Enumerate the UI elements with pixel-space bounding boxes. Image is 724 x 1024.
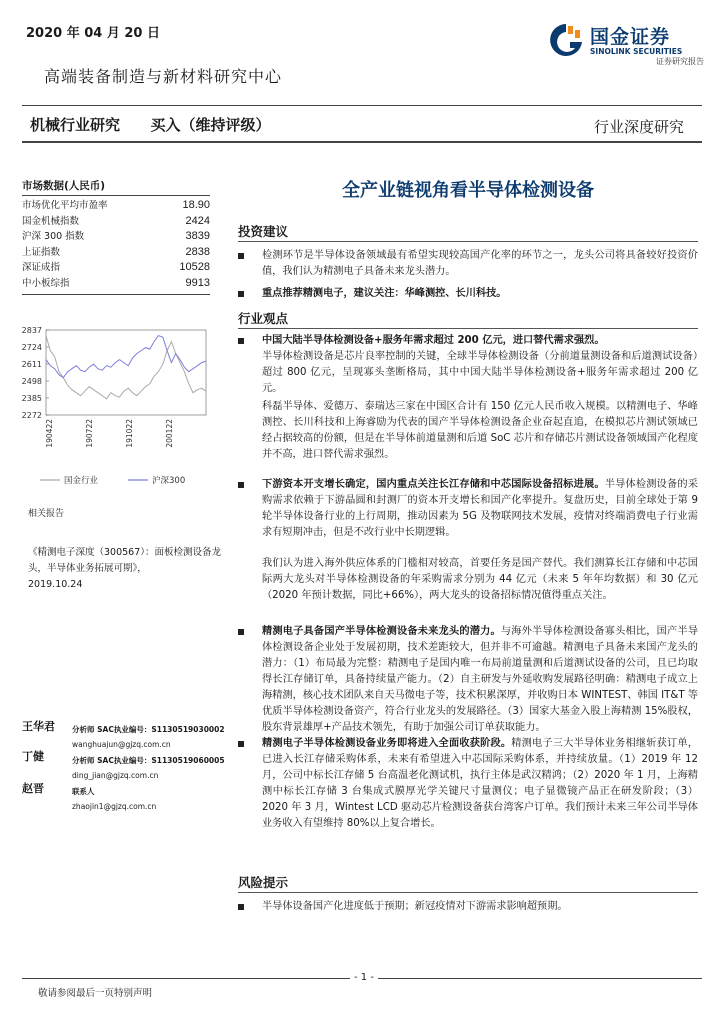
bullet-icon: [238, 482, 244, 488]
section-heading: 风险提示: [238, 875, 289, 890]
series-line-1: [46, 336, 206, 378]
paragraph: 精测电子半导体检测设备业务即将进入全面收获阶段。精测电子三大半导体业务相继斩获订单，已进入长江存储采购体系，未来有希望进入中芯国际采购体系，并持续放量。（1）2019 年 12 月，公司中标长江存储 5 台高温老化测试机，执行主体是武汉精鸿；（2）2020 年 1 月，上海精测中标长江存储 3 台集成式膜厚光学关键尺寸量测仪；电子显微镜产品正在研发阶段；（3）2020 年 3 月，Wintest LCD 驱动芯片检测设备获台湾客户订单。我们预计未来三年公司半导体业务收入有望维持 80%以上复合增长。: [242, 736, 698, 832]
industry-label: 机械行业研究: [30, 116, 121, 134]
market-data-title: 市场数据(人民币): [22, 178, 210, 196]
series-line-0: [46, 336, 206, 399]
disclaimer-note: 敬请参阅最后一页特别声明: [38, 988, 153, 999]
x-tick-label: 190722: [85, 419, 94, 448]
market-row: 市场优化平均市盈率 18.90: [22, 199, 210, 211]
section-rule: [238, 892, 698, 893]
research-center-name: 高端装备制造与新材料研究中心: [44, 67, 283, 86]
bullet-icon: [238, 741, 244, 747]
y-tick-label: 2498: [21, 377, 42, 386]
paragraph: 重点推荐精测电子，建议关注：华峰测控、长川科技。: [242, 286, 698, 302]
paragraph: 半导体设备国产化进度低于预期；新冠疫情对下游需求影响超预期。: [242, 899, 698, 915]
y-tick-label: 2837: [21, 326, 42, 335]
bullet-icon: [238, 629, 244, 635]
analyst-cert: 联系人: [72, 787, 95, 796]
market-row: 国金机械指数 2424: [22, 214, 210, 227]
paragraph: 检测环节是半导体设备领域最有希望实现较高国产化率的环节之一，龙头公司将具备较好投资价值，我们认为精测电子具备未来龙头潜力。: [242, 248, 698, 280]
report-category: 证券研究报告: [656, 57, 704, 66]
market-data-table: [22, 178, 210, 295]
related-report-item: 《精测电子深度（300567）：面板检测设备龙头，半导体业务拓展可期》， 2019.10.24: [28, 547, 222, 590]
y-tick-label: 2272: [21, 411, 42, 420]
section-rule: [238, 328, 698, 329]
market-row: 中小板综指 9913: [22, 276, 210, 289]
analyst-cert: 分析师 SAC执业编号：S1130519030002: [72, 725, 225, 734]
header-divider: [22, 105, 702, 106]
section-rule: [238, 241, 698, 242]
paragraph: 我们认为进入海外供应体系的门槛相对较高，首要任务是国产替代。我们测算长江存储和中芯国际两大龙头对半导体检测设备的年采购需求分别为 44 亿元（未来 5 年年均数据）和 30 亿元（2020 年预计数据，同比+66%），两大龙头的设备招标情况值得重点关注。: [262, 558, 698, 601]
x-tick-label: 200122: [165, 419, 174, 448]
page-number: - 1 -: [350, 972, 378, 983]
analyst-email: ding_jian@gjzq.com.cn: [72, 771, 159, 780]
analyst-cert: 分析师 SAC执业编号：S1130519060005: [72, 756, 225, 765]
header-divider-bottom: [22, 141, 702, 143]
logo-cn-text: 国金证券: [590, 26, 671, 48]
x-tick-label: 191022: [125, 419, 134, 448]
report-type: 行业深度研究: [593, 118, 684, 136]
paragraph: 精测电子具备国产半导体检测设备未来龙头的潜力。与海外半导体检测设备寡头相比，国产半导体检测设备企业处于发展初期，技术差距较大，但并非不可逾越。精测电子具备未来国产龙头的潜力：（1）布局最为完整：精测电子是国内唯一布局前道量测和后道测试设备的公司，且已均取得长江存储订单，具备持续量产能力。（2）自主研发与外延收购发展路径明确：精测电子成立上海精测，核心技术团队来自天马微电子等，技术积累深厚，并收购日本 WINTEST、韩国 IT&T 等优质半导体检测设备资产，符合行业龙头的发展路径。（3）国家大基金入股上海精测 15%股权，股东背景雄厚+产品技术领先，有助于加强公司订单获取能力。: [242, 624, 698, 736]
legend-label: 国金行业: [64, 476, 99, 486]
bullet-icon: [238, 904, 244, 910]
report-date: 2020 年 04 月 20 日: [26, 26, 160, 41]
analyst-name: 王华君: [22, 720, 55, 733]
analyst-email: zhaojin1@gjzq.com.cn: [72, 802, 157, 811]
paragraph: 中国大陆半导体检测设备+服务年需求超过 200 亿元，进口替代需求强烈。 半导体检测设备是芯片良率控制的关键，全球半导体检测设备（分前道量测设备和后道测试设备）超过 800 亿元，呈现寡头垄断格局，其中中国大陆半导体检测设备+服务年需求超过 200 亿元。: [242, 333, 698, 397]
analyst-name: 赵晋: [22, 782, 44, 795]
logo-en-text: SINOLINK SECURITIES: [590, 47, 683, 56]
rating-label: 买入（维持评级）: [150, 116, 271, 134]
market-row: 深证成指 10528: [22, 261, 210, 273]
y-tick-label: 2385: [21, 394, 42, 403]
bullet-icon: [238, 338, 244, 344]
legend-label: 沪深300: [152, 476, 186, 486]
y-tick-label: 2724: [21, 343, 42, 352]
analyst-name: 丁健: [22, 750, 44, 763]
report-title: 全产业链视角看半导体检测设备: [342, 180, 594, 201]
market-table-bottom-rule: [22, 294, 210, 295]
index-chart: [18, 322, 213, 502]
section-heading: 行业观点: [238, 311, 289, 326]
plot-area: [46, 330, 206, 415]
y-tick-label: 2611: [21, 360, 42, 369]
logo-mark-icon: [548, 22, 584, 62]
bullet-icon: [238, 291, 244, 297]
bullet-icon: [238, 253, 244, 259]
market-row: 沪深 300 指数 3839: [22, 230, 210, 242]
section-heading: 投资建议: [238, 224, 289, 239]
analyst-email: wanghuajun@gjzq.com.cn: [72, 740, 171, 749]
paragraph: 下游资本开支增长确定，国内重点关注长江存储和中芯国际设备招标进展。半导体检测设备的采购需求依赖于下游晶圆和封测厂的资本开支增长和国产化率提升。复盘历史，目前全球处于第 9 轮半导体设备行业的上行周期，推动因素为 5G 及物联网技术发展，疫情对终端消费电子行业需求有短期冲击，但是不改行业中长期逻辑。: [242, 477, 698, 541]
x-tick-label: 190422: [45, 419, 54, 448]
paragraph: 科磊半导体、爱德万、泰瑞达三家在中国区合计有 150 亿元人民币收入规模。以精测电子、华峰测控、长川科技和上海睿励为代表的国产半导体检测设备企业奋起直追，在模拟芯片测试领域已经占据较高的份额，但是在半导体前道量测和后道 SoC 芯片和存储芯片测试设备领域国产化程度并不高，进口替代需求强烈。: [262, 401, 698, 460]
market-row: 上证指数 2838: [22, 245, 210, 258]
analyst-list: [22, 718, 232, 811]
index-chart-svg: [18, 322, 213, 502]
industry-rating: [30, 114, 271, 135]
related-reports-label: 相关报告: [28, 509, 65, 519]
